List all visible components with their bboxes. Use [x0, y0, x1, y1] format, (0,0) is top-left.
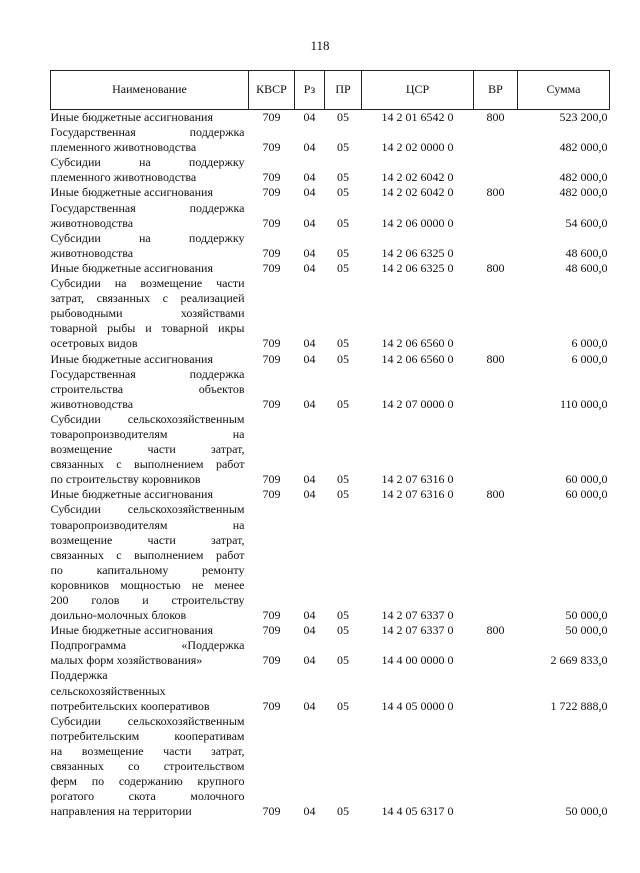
row-rz: 04 [303, 623, 316, 638]
header-kvsr: КВСР [249, 71, 295, 110]
row-vr [474, 502, 518, 623]
row-csr: 14 2 06 6560 0 [381, 336, 454, 351]
row-name-line: осетровых видов [50, 336, 138, 351]
row-pr: 05 [337, 623, 349, 638]
row-csr: 14 4 05 0000 0 [381, 698, 454, 713]
row-csr: 14 2 06 6325 0 [381, 245, 454, 260]
row-vr [474, 668, 518, 713]
row-rz: 04 [303, 260, 316, 275]
row-pr: 05 [337, 396, 349, 411]
row-name-line: возмещение части затрат, [50, 532, 245, 547]
row-kvsr: 709 [262, 472, 281, 487]
row-name-line: рыбоводными хозяйствами [50, 306, 245, 321]
table-row [51, 185, 610, 200]
row-csr: 14 4 05 6317 0 [381, 804, 454, 819]
row-name-line: коровников мощностью не менее [50, 577, 245, 592]
row-pr: 05 [337, 804, 349, 819]
row-vr [474, 714, 518, 820]
row-name-line: по капитальному ремонту [50, 562, 245, 577]
table-row [51, 261, 610, 276]
row-kvsr: 709 [262, 245, 281, 260]
row-sum: 60 000,0 [565, 487, 608, 502]
row-kvsr: 709 [262, 623, 281, 638]
row-name-line: связанных с выполнением работ [50, 457, 245, 472]
row-sum: 50 000,0 [565, 623, 608, 638]
row-name-line: по строительству коровников [50, 472, 201, 487]
row-name-line: Подпрограмма «Поддержка [50, 638, 245, 653]
row-name [51, 125, 249, 155]
row-rz: 04 [303, 336, 316, 351]
row-pr: 05 [337, 653, 349, 668]
row-name [51, 231, 249, 261]
header-name: Наименование [51, 71, 249, 110]
row-vr: 800 [486, 185, 505, 200]
row-rz: 04 [303, 215, 316, 230]
row-name-line: Иные бюджетные ассигнования [50, 351, 213, 366]
table-body [51, 110, 610, 820]
header-rz: Рз [295, 71, 325, 110]
row-name-line: Субсидии сельскохозяйственным [50, 411, 245, 426]
page-number: 118 [310, 38, 330, 53]
row-name-line: племенного животноводства [50, 140, 197, 155]
row-kvsr: 709 [262, 487, 281, 502]
row-name-line: доильно-молочных блоков [50, 608, 187, 623]
row-vr [474, 155, 518, 185]
row-vr: 800 [486, 351, 505, 366]
header-sum: Сумма [518, 71, 610, 110]
table-row [51, 276, 610, 351]
row-sum: 523 200,0 [559, 110, 608, 124]
row-pr: 05 [337, 215, 349, 230]
row-name-line: Государственная поддержка [50, 366, 245, 381]
row-name-line: сельскохозяйственных [50, 683, 166, 698]
row-name-line: Иные бюджетные ассигнования [50, 487, 213, 502]
table-row [51, 412, 610, 487]
row-kvsr: 709 [262, 608, 281, 623]
row-sum: 60 000,0 [565, 472, 608, 487]
row-name-line: возмещение части затрат, [50, 442, 245, 457]
row-name-line: Субсидии сельскохозяйственным [50, 502, 245, 517]
row-kvsr: 709 [262, 396, 281, 411]
table-row [51, 155, 610, 185]
row-rz: 04 [303, 351, 316, 366]
row-pr: 05 [337, 140, 349, 155]
row-rz: 04 [303, 245, 316, 260]
row-csr: 14 4 00 0000 0 [381, 653, 454, 668]
row-rz: 04 [303, 140, 316, 155]
row-name-line: потребительским кооперативам [50, 728, 245, 743]
row-sum: 50 000,0 [565, 608, 608, 623]
row-name-line: Иные бюджетные ассигнования [50, 185, 213, 200]
row-sum: 2 669 833,0 [550, 653, 608, 668]
row-kvsr: 709 [262, 110, 281, 124]
row-kvsr: 709 [262, 653, 281, 668]
row-vr [474, 125, 518, 155]
row-name-line: Государственная поддержка [50, 200, 245, 215]
row-sum: 482 000,0 [559, 170, 608, 185]
row-name-line: товарной рыбы и товарной икры [50, 321, 245, 336]
header-csr: ЦСР [362, 71, 474, 110]
row-pr: 05 [337, 170, 349, 185]
row-sum: 48 600,0 [565, 245, 608, 260]
row-rz: 04 [303, 110, 316, 124]
row-vr [474, 231, 518, 261]
row-pr: 05 [337, 336, 349, 351]
row-name-line: Поддержка [50, 668, 108, 683]
row-name-line: потребительских кооперативов [50, 698, 210, 713]
row-name-line: Иные бюджетные ассигнования [50, 623, 213, 638]
header-pr: ПР [325, 71, 362, 110]
row-csr: 14 2 02 6042 0 [381, 170, 454, 185]
row-csr: 14 2 01 6542 0 [381, 110, 454, 124]
row-csr: 14 2 07 0000 0 [381, 396, 454, 411]
row-sum: 482 000,0 [559, 185, 608, 200]
row-name-line: рогатого скота молочного [50, 789, 245, 804]
row-csr: 14 2 07 6316 0 [381, 472, 454, 487]
row-name [51, 276, 249, 351]
budget-table [50, 70, 610, 819]
row-pr: 05 [337, 472, 349, 487]
row-name-line: затрат, связанных с реализацией [50, 291, 245, 306]
row-name-line: животноводства [50, 396, 134, 411]
row-kvsr: 709 [262, 336, 281, 351]
row-name-line: Субсидии на поддержку [50, 230, 245, 245]
row-name-line: Иные бюджетные ассигнования [50, 260, 213, 275]
row-name-line: малых форм хозяйствования» [50, 653, 203, 668]
table-row [51, 714, 610, 820]
table-row [51, 638, 610, 668]
row-rz: 04 [303, 472, 316, 487]
row-sum: 6 000,0 [571, 336, 608, 351]
row-sum: 482 000,0 [559, 140, 608, 155]
row-csr: 14 2 06 6560 0 [381, 351, 454, 366]
row-kvsr: 709 [262, 170, 281, 185]
row-kvsr: 709 [262, 351, 281, 366]
row-vr: 800 [486, 260, 505, 275]
row-csr: 14 2 02 0000 0 [381, 140, 454, 155]
row-name [51, 412, 249, 487]
table-row [51, 502, 610, 623]
row-name [51, 623, 249, 638]
table-header-row [51, 71, 610, 110]
row-csr: 14 2 06 0000 0 [381, 215, 454, 230]
row-pr: 05 [337, 110, 349, 124]
row-vr [474, 638, 518, 668]
row-name-line: на возмещение части затрат, [50, 743, 245, 758]
row-kvsr: 709 [262, 804, 281, 819]
row-pr: 05 [337, 260, 349, 275]
row-name [51, 367, 249, 412]
row-name-line: ферм по содержанию крупного [50, 774, 245, 789]
row-rz: 04 [303, 185, 316, 200]
row-kvsr: 709 [262, 185, 281, 200]
row-pr: 05 [337, 245, 349, 260]
row-name-line: товаропроизводителям на [50, 426, 245, 441]
row-rz: 04 [303, 170, 316, 185]
row-csr: 14 2 07 6337 0 [381, 623, 454, 638]
row-name [51, 714, 249, 820]
row-name [51, 502, 249, 623]
row-vr: 800 [486, 623, 505, 638]
row-name-line: племенного животноводства [50, 170, 197, 185]
row-sum: 50 000,0 [565, 804, 608, 819]
row-name-line: животноводства [50, 215, 134, 230]
row-pr: 05 [337, 185, 349, 200]
table-row [51, 110, 610, 126]
row-csr: 14 2 06 6325 0 [381, 260, 454, 275]
row-vr [474, 367, 518, 412]
row-name-line: 200 голов и строительству [50, 593, 245, 607]
table-row [51, 487, 610, 502]
table-row [51, 367, 610, 412]
row-name-line: строительства объектов [50, 381, 245, 396]
row-name [51, 201, 249, 231]
row-name [51, 352, 249, 367]
row-name [51, 638, 249, 668]
row-name [51, 487, 249, 502]
row-csr: 14 2 07 6316 0 [381, 487, 454, 502]
row-pr: 05 [337, 608, 349, 623]
row-sum: 110 000,0 [559, 396, 608, 411]
row-name-line: Субсидии на поддержку [50, 155, 245, 170]
row-sum: 1 722 888,0 [550, 698, 608, 713]
row-rz: 04 [303, 804, 316, 819]
row-vr [474, 201, 518, 231]
row-name-line: Субсидии на возмещение части [50, 276, 245, 291]
row-vr [474, 412, 518, 487]
row-pr: 05 [337, 351, 349, 366]
header-vr: ВР [474, 71, 518, 110]
row-pr: 05 [337, 698, 349, 713]
row-name [51, 110, 249, 126]
row-name [51, 261, 249, 276]
row-csr: 14 2 02 6042 0 [381, 185, 454, 200]
row-rz: 04 [303, 396, 316, 411]
row-name [51, 155, 249, 185]
row-sum: 54 600,0 [565, 215, 608, 230]
row-vr: 800 [486, 487, 505, 502]
row-sum: 48 600,0 [565, 260, 608, 275]
row-name-line: направления на территории [50, 804, 192, 819]
row-name-line: Субсидии сельскохозяйственным [50, 713, 245, 728]
row-kvsr: 709 [262, 698, 281, 713]
row-pr: 05 [337, 487, 349, 502]
row-vr: 800 [486, 110, 505, 124]
row-name [51, 185, 249, 200]
row-name-line: Государственная поддержка [50, 125, 245, 140]
table-row [51, 352, 610, 367]
row-name-line: животноводства [50, 245, 134, 260]
row-kvsr: 709 [262, 140, 281, 155]
row-rz: 04 [303, 487, 316, 502]
row-rz: 04 [303, 653, 316, 668]
row-kvsr: 709 [262, 260, 281, 275]
row-kvsr: 709 [262, 215, 281, 230]
row-vr [474, 276, 518, 351]
row-name-line: связанных со строительством [50, 759, 245, 774]
row-rz: 04 [303, 608, 316, 623]
row-name-line: товаропроизводителям на [50, 517, 245, 532]
table-row [51, 201, 610, 231]
table-row [51, 623, 610, 638]
table-row [51, 125, 610, 155]
row-name-line: Иные бюджетные ассигнования [50, 110, 213, 124]
table-row [51, 668, 610, 713]
row-sum: 6 000,0 [571, 351, 608, 366]
table-row [51, 231, 610, 261]
row-rz: 04 [303, 698, 316, 713]
row-name-line: связанных с выполнением работ [50, 547, 245, 562]
row-csr: 14 2 07 6337 0 [381, 608, 454, 623]
row-name [51, 668, 249, 713]
